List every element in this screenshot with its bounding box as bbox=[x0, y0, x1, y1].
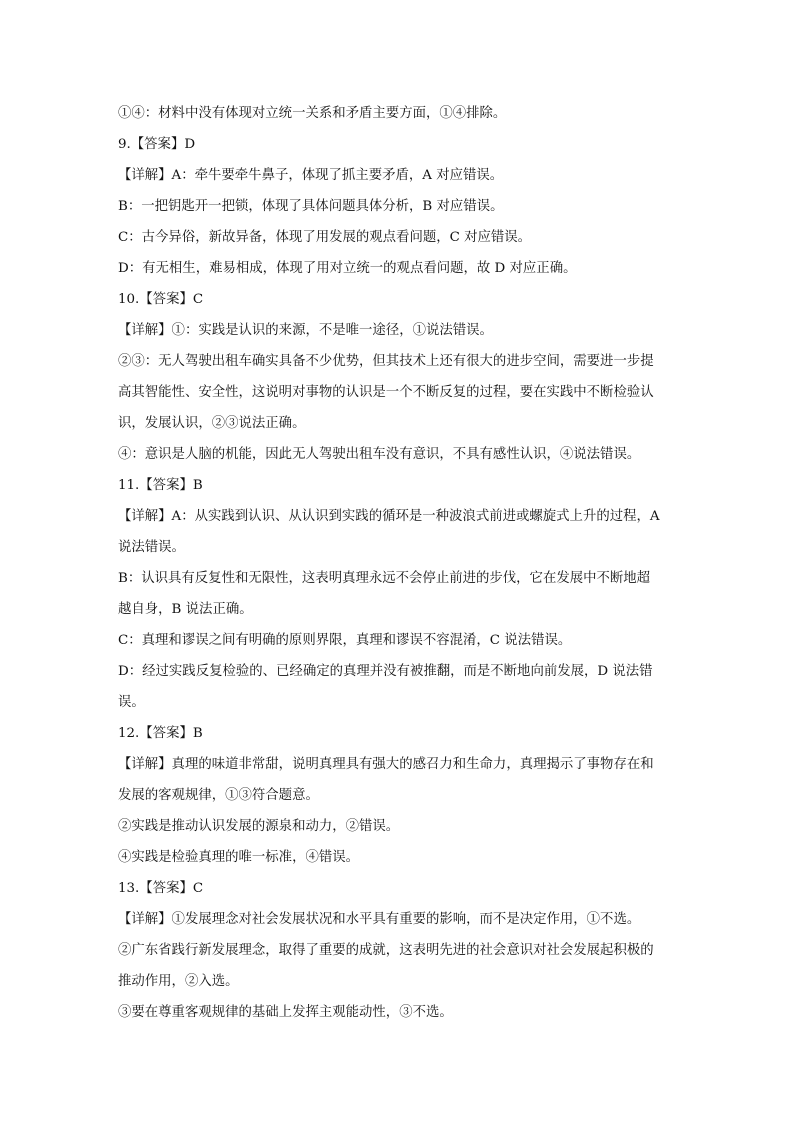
text-line: ②实践是推动认识发展的源泉和动力，②错误。 bbox=[118, 819, 400, 834]
text-line: 【详解】A：牵牛要牵牛鼻子，体现了抓主要矛盾，A 对应错误。 bbox=[118, 168, 504, 183]
text-line: 发展的客观规律，①③符合题意。 bbox=[118, 788, 319, 803]
text-line: ②广东省践行新发展理念，取得了重要的成就，这表明先进的社会意识对社会发展起积极的 bbox=[118, 943, 654, 958]
text-line: 【详解】①：实践是认识的来源，不是唯一途径，①说法错误。 bbox=[118, 323, 493, 338]
text-line: B：一把钥匙开一把锁，体现了具体问题具体分析，B 对应错误。 bbox=[118, 199, 504, 214]
text-line: D：经过实践反复检验的、已经确定的真理并没有被推翻，而是不断地向前发展，D 说法错 bbox=[118, 664, 653, 679]
text-line: 说法错误。 bbox=[118, 540, 185, 555]
text-line: ④：意识是人脑的机能，因此无人驾驶出租车没有意识，不具有感性认识，④说法错误。 bbox=[118, 447, 641, 462]
answer-heading-13: 13.【答案】C bbox=[118, 881, 204, 896]
text-line: 误。 bbox=[118, 695, 145, 710]
text-line: C：古今异俗，新故异备，体现了用发展的观点看问题，C 对应错误。 bbox=[118, 230, 532, 245]
text-line: C：真理和谬误之间有明确的原则界限，真理和谬误不容混淆，C 说法错误。 bbox=[118, 633, 572, 648]
text-line: 识，发展认识，②③说法正确。 bbox=[118, 416, 306, 431]
text-line: D：有无相生，难易相成，体现了用对立统一的观点看问题，故 D 对应正确。 bbox=[118, 261, 577, 276]
text-line: ④实践是检验真理的唯一标准，④错误。 bbox=[118, 850, 360, 865]
text-line: 推动作用，②入选。 bbox=[118, 974, 239, 989]
answer-heading-12: 12.【答案】B bbox=[118, 726, 203, 741]
answer-heading-10: 10.【答案】C bbox=[118, 292, 204, 307]
answer-heading-11: 11.【答案】B bbox=[118, 478, 203, 493]
text-line: 【详解】A：从实践到认识、从认识到实践的循环是一种波浪式前进或螺旋式上升的过程，A bbox=[118, 509, 660, 524]
text-line: B：认识具有反复性和无限性，这表明真理永远不会停止前进的步伐，它在发展中不断地超 bbox=[118, 571, 651, 586]
text-line: 越自身，B 说法正确。 bbox=[118, 602, 253, 617]
text-line: 【详解】真理的味道非常甜，说明真理具有强大的感召力和生命力，真理揭示了事物存在和 bbox=[118, 757, 654, 772]
text-line: 【详解】①发展理念对社会发展状况和水平具有重要的影响，而不是决定作用，①不选。 bbox=[118, 912, 641, 927]
answer-document bbox=[118, 98, 678, 1028]
text-line: ②③：无人驾驶出租车确实具备不少优势，但其技术上还有很大的进步空间，需要进一步提 bbox=[118, 354, 654, 369]
answer-heading-9: 9.【答案】D bbox=[118, 137, 196, 152]
text-line: 高其智能性、安全性，这说明对事物的认识是一个不断反复的过程，要在实践中不断检验认 bbox=[118, 385, 654, 400]
text-line: ①④：材料中没有体现对立统一关系和矛盾主要方面，①④排除。 bbox=[118, 106, 507, 121]
text-line: ③要在尊重客观规律的基础上发挥主观能动性，③不选。 bbox=[118, 1005, 453, 1020]
